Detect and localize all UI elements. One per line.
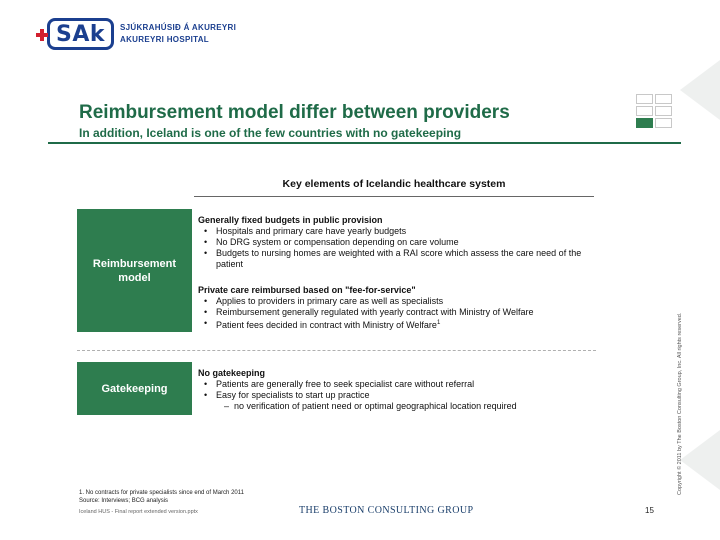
edge-chevron-decoration: [680, 60, 720, 120]
red-cross-icon: [36, 29, 48, 41]
list-item: • No DRG system or compensation depending on care volume: [198, 237, 598, 248]
bullet-list: [198, 379, 598, 412]
row-label-gatekeeping: [77, 362, 192, 415]
title-divider: [48, 142, 681, 144]
sub-list-item: – no verification of patient need or optimal geographical location required: [198, 401, 598, 412]
logo-text: [120, 22, 236, 46]
table-header: Key elements of Icelandic healthcare system: [282, 178, 506, 190]
logo-mark-box: [36, 17, 114, 51]
footnote: [79, 489, 244, 505]
footnote-marker: 1: [436, 320, 441, 326]
table-header-divider: [194, 196, 594, 197]
footnote-text: 1. No contracts for private specialists since end of March 2011: [79, 490, 244, 496]
list-item: [198, 318, 598, 331]
list-item: • Reimbursement generally regulated with yearly contract with Ministry of Welfare: [198, 307, 598, 318]
page-title: Reimbursement model differ between providers: [79, 102, 510, 123]
block-heading: No gatekeeping: [198, 368, 266, 378]
content-block-gatekeeping: [198, 368, 598, 412]
hospital-logo: [36, 16, 236, 52]
list-item: • Hospitals and primary care have yearly budgets: [198, 226, 598, 237]
source-text: Source: Interviews; BCG analysis: [79, 498, 169, 504]
block-heading: Generally fixed budgets in public provision: [198, 215, 383, 225]
logo-mark: [47, 18, 114, 50]
logo-mark-text: SAk: [56, 21, 106, 47]
edge-chevron-decoration: [680, 430, 720, 490]
file-name: Iceland HUS - Final report extended version.pptx: [79, 509, 198, 515]
copyright-text: Copyright © 2011 by The Boston Consulting Group, Inc. All rights reserved.: [677, 312, 683, 495]
content-block-fixed-budgets: [198, 215, 598, 270]
content-block-fee-for-service: [198, 285, 598, 331]
list-item: • Easy for specialists to start up practice: [198, 390, 598, 401]
list-item-text: Patient fees decided in contract with Ministry of Welfare: [216, 320, 437, 330]
page-subtitle: In addition, Iceland is one of the few countries with no gatekeeping: [79, 126, 462, 140]
page-number: 15: [645, 506, 654, 515]
bullet-list: [198, 296, 598, 331]
list-item: • Patients are generally free to seek specialist care without referral: [198, 379, 598, 390]
row-divider: [77, 350, 596, 351]
logo-line-1: SJÚKRAHÚSIÐ Á AKUREYRI: [120, 23, 237, 32]
block-heading: Private care reimbursed based on "fee-for-service": [198, 285, 416, 295]
list-item: • Applies to providers in primary care as well as specialists: [198, 296, 598, 307]
copyright-notice: [671, 305, 683, 495]
row-label-text: Gatekeeping: [101, 382, 168, 395]
row-label-text: Reimbursement model: [92, 257, 177, 284]
bullet-list: [198, 226, 598, 270]
logo-line-2: AKUREYRI HOSPITAL: [120, 35, 209, 44]
company-logo-text: THE BOSTON CONSULTING GROUP: [299, 505, 474, 516]
list-item: • Budgets to nursing homes are weighted with a RAI score which assess the care need of the patient: [198, 248, 598, 270]
row-label-reimbursement: [77, 209, 192, 332]
corner-grid-icon: [636, 94, 672, 130]
